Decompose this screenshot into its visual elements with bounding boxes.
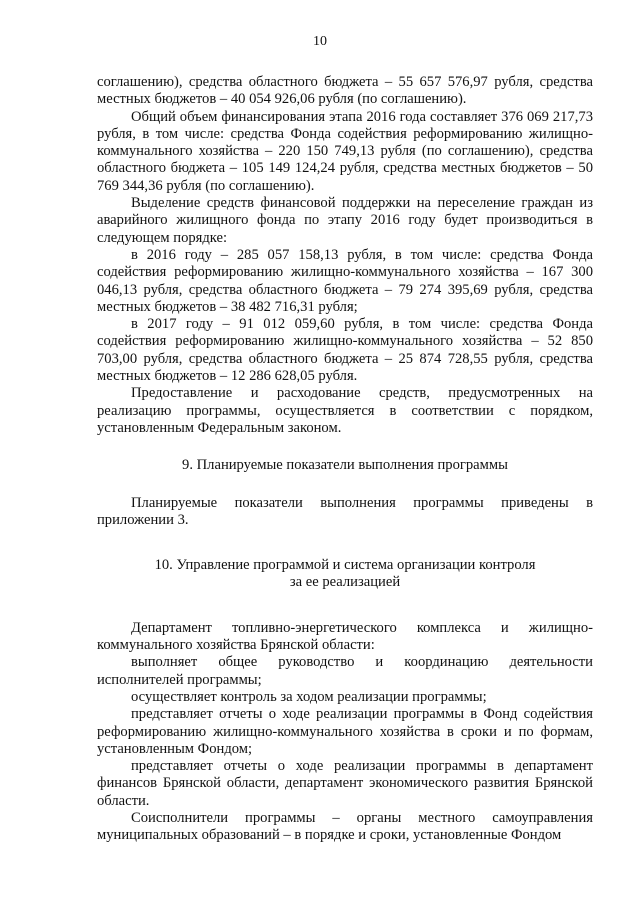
paragraph-funds-usage: Предоставление и расходование средств, предусмотренных на реализацию программы, осуществляется в соответствии с порядком, установленным Федеральным законом. [97,385,593,436]
paragraph-reports-fund: представляет отчеты о ходе реализации программы в Фонд содействия реформированию жилищно-коммунального хозяйства в сроки и по формам, установленным Фондом; [97,706,593,757]
paragraph-year-2017: в 2017 году – 91 012 059,60 рубля, в том числе: средства Фонда содействия реформированию жилищно-коммунального хозяйства – 52 850 703,00 рубля, средства областного бюджета – 25 874 728,55 рубля, средства местных бюджетов – 12 286 628,05 рубля. [97,316,593,385]
page-body [97,74,593,845]
page-number: 10 [313,34,327,49]
paragraph-co-executors: Соисполнители программы – органы местного самоуправления муниципальных образований – в порядке и сроки, установленные Фондом [97,809,593,844]
paragraph-funds-allocation-order: Выделение средств финансовой поддержки на переселение граждан из аварийного жилищного фонда по этапу 2016 году будет производиться в следующем порядке: [97,195,593,246]
paragraph-general-management: выполняет общее руководство и координацию деятельности исполнителей программы; [97,654,593,688]
paragraph-control: осуществляет контроль за ходом реализации программы; [131,688,487,705]
paragraph-planned-indicators: Планируемые показатели выполнения программы приведены в приложении 3. [97,494,593,528]
section-10-heading-line-1: 10. Управление программой и система организации контроля [154,557,536,574]
section-9-heading: 9. Планируемые показатели выполнения программы [182,457,508,474]
paragraph-continuation: соглашению), средства областного бюджета – 55 657 576,97 рубля, средства местных бюджетов – 40 054 926,06 рубля (по соглашению). [97,74,593,108]
paragraph-year-2016: в 2016 году – 285 057 158,13 рубля, в том числе: средства Фонда содействия реформированию жилищно-коммунального хозяйства – 167 300 046,13 рубля, средства областного бюджета – 79 274 395,69 рубля, средства местных бюджетов – 38 482 716,31 рубля; [97,246,593,315]
paragraph-2016-total-financing: Общий объем финансирования этапа 2016 года составляет 376 069 217,73 рубля, в том числе: средства Фонда содействия реформированию жилищно-коммунального хозяйства – 220 150 749,13 рубля (по соглашению), средства областного бюджета – 105 149 124,24 рубля, средства местных бюджетов – 50 769 344,36 рубля (по соглашению). [97,108,593,194]
paragraph-reports-finance-dept: представляет отчеты о ходе реализации программы в департамент финансов Брянской области, департамент экономического развития Брянской области. [97,758,593,809]
paragraph-department: Департамент топливно-энергетического комплекса и жилищно-коммунального хозяйства Брянской области: [97,619,593,654]
section-10-heading-line-2: за ее реализацией [289,574,401,591]
